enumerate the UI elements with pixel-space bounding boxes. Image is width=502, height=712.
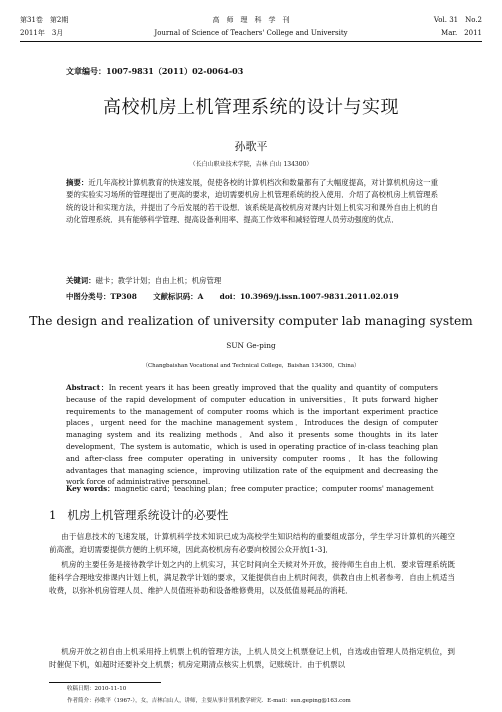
abstract-cn-label: 摘要：: [66, 178, 89, 187]
body-paragraph-3: 机房开放之初自由上机采用持上机票上机的管理方法，上机人员交上机票登记上机，自选或由管理人员指定机位，到时催促下机，如超时还要补交上机票；机房定期清点核实上机票，记账统计．由于机票以: [49, 647, 455, 669]
body-paragraph-1: 由于信息技术的飞速发展，计算机科学技术知识已成为高校学生知识结构的重要组成部分，学生学习计算机的兴趣空前高涨，迫切需要提供方便的上机环境，因此高校机房有必要向校园公众开放[1-3]．: [49, 532, 455, 554]
doc-code-value: A: [197, 292, 204, 301]
header-journal-cn: 高 师 理 科 学 刊: [212, 16, 290, 24]
doc-code-label: 文献标识码：: [153, 292, 198, 301]
header-date-en: Mar. 2011: [441, 29, 482, 37]
article-number: 文章编号：1007-9831（2011）02-0064-03: [66, 66, 244, 76]
footnote-received: 收稿日期：2010-11-10: [67, 686, 127, 692]
body-paragraph-2: 机房的主要任务是接待教学计划之内的上机实习，其它时间向全天候对外开放，接待师生自由上机．要求管理系统既能科学合理地安排课内计划上机，满足教学计划的要求，又能提供自由上机时间表，供教自由上机者参考．自由上机适当收费，以弥补机房管理人员、维护人员值班补助和设备维修费用，以及低值易耗品的消耗．: [49, 560, 455, 595]
footnote-divider: [49, 682, 161, 683]
abstract-en: [66, 382, 438, 488]
footnote-author-bio: 作者简介：孙歌平（1967-），女，吉林白山人，讲师，主要从事计算机教学研究．E-mail：sun.geping@163.com: [67, 698, 351, 704]
paper-title-en: The design and realization of university computer lab managing system: [29, 314, 473, 328]
doi-value: 10.3969/j.issn.1007-9831.2011.02.019: [239, 292, 399, 301]
clc-value: TP308: [110, 292, 137, 301]
keywords-cn-text: 磁卡；教学计划；自由上机；机房管理: [95, 276, 222, 285]
header-date-cn: 2011年 3月: [20, 29, 64, 37]
keywords-en-text: magnetic card；teaching plan；free computer practice；computer rooms' management: [114, 484, 434, 493]
abstract-en-text: In recent years it has been greatly improved that the quality and quantity of computers because of the rapid development of computer education in universities．It puts forward higher requirements to the management of computer rooms which is the important experiment practice places，urgent need for the machine management system．Introduces the design of computer managing system and its realizing methods．And also it presents some thoughts in its later development．The system is automatic，which is used in operating practice of in-class teaching plan and after-class free computer operating in university computer rooms．It has the following advantages that managing science，improving utilization rate of the equipment and decreasing the work force of administrative personnel.: [66, 383, 438, 487]
abstract-cn-text: 近几年高校计算机教育的快速发展，促使各校的计算机档次和数量都有了大幅度提高，对计算机机房这一重要的实验实习场所的管理提出了更高的要求，迫切需要机房上机管理系统的投入使用．介绍了高校机房上机管理系统的设计和实现方法，并提出了今后发展的若干设想．该系统是高校机房对课内计划上机实习和课外自由上机的自动化管理系统．具有能够科学管理、提高设备利用率、提高工作效率和减轻管理人员劳动强度的优点．: [66, 178, 438, 224]
clc-label: 中图分类号：: [66, 292, 111, 301]
section-number: 1: [49, 508, 57, 522]
header-journal-en: Journal of Science of Teachers' College and University: [154, 29, 348, 37]
abstract-en-label: Abstract：: [66, 383, 109, 392]
affiliation-cn: （长白山职业技术学院，吉林 白山 134300）: [189, 161, 313, 168]
author-name-en: SUN Ge-ping: [226, 341, 276, 350]
abstract-cn: [66, 177, 438, 226]
keywords-cn-label: 关键词：: [66, 276, 96, 285]
section-title: 机房上机管理系统设计的必要性: [67, 508, 229, 522]
paper-title-cn: 高校机房上机管理系统的设计与实现: [103, 97, 399, 118]
keywords-en: [66, 484, 438, 494]
keywords-en-label: Key words：: [66, 484, 115, 493]
author-name-cn: 孙歌平: [234, 140, 268, 153]
doi-label: doi：: [219, 292, 240, 301]
header-divider: [20, 41, 482, 42]
header-volume-en: Vol. 31 No.2: [433, 16, 482, 24]
affiliation-en: （Changbaishan Vocational and Technical College，Baishan 134300，China）: [142, 363, 360, 369]
classification-line: [66, 291, 413, 302]
header-volume-cn: 第31卷 第2期: [20, 16, 69, 24]
section-heading: [49, 507, 228, 523]
keywords-cn: [66, 275, 221, 286]
